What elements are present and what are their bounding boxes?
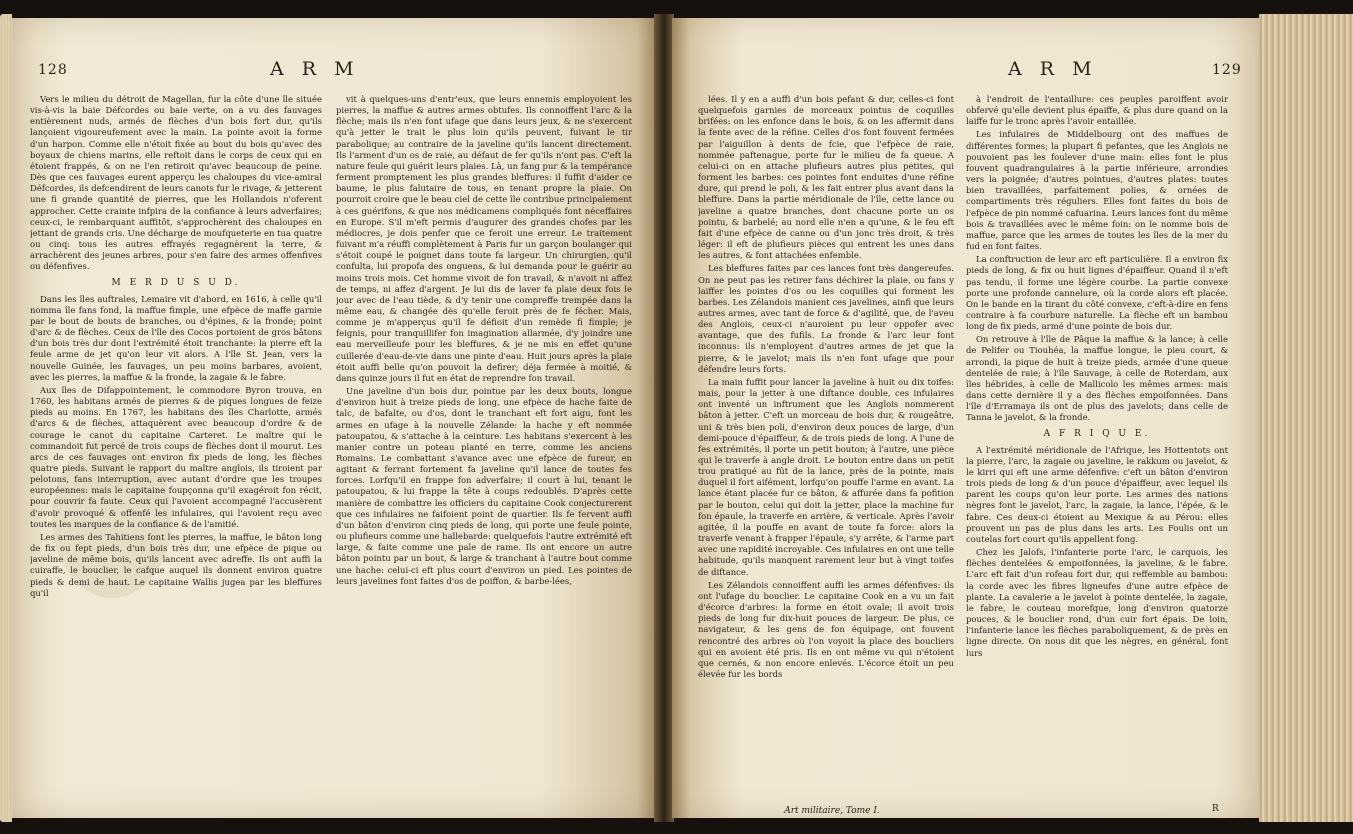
paragraph: Chez les Jalofs, l'infanterie porte l'arc, le carquois, les flèches dentelées & empoifonnées, la javeline, & le fabre. L'arc eft fait d'un rofeau fort dur, qui reffemble au bambou: la corde avec les fibres ligneufes d'une autre efpèce de plante. La cavalerie a le javelot à pointe dentelée, la zagaie, le fabre, le couteau morefque, long d'environ quatorze pouces, & le bouclier rond, d'un cuir fort épais. De loin, l'infanterie lance les flèches paraboliquement, & de près en ligne directe. On nous dit que les nègres, en général, font lurs [966, 547, 1228, 658]
right-page-edges [1259, 14, 1353, 822]
paragraph: Les Zélandois connoiffent auffi les armes défenfives: ils ont l'ufage du bouclier. Le capitaine Cook en a vu un fait d'écorce d'arbres: la forme en étoit ovale; il avoit trois pieds de long fur dix-huit pouces de largeur. De plus, ce navigateur, & les gens de fon équipage, ont fouvent rencontré des arbres où l'on voyoit la place des boucliers qui en avoient été pris. Ils en ont même vu qui n'étoient que cernés, & non encore enlevés. L'écorce étoit un peu élevée fur les bords [698, 579, 954, 679]
right-page [672, 18, 1259, 818]
paragraph: Une javeline d'un bois dur, pointue par les deux bouts, longue d'environ huit à treize pieds de long, une efpèce de hache faite de talc, de bafalte, ou d'os, dont le tranchant eft fort aigu, font les armes en ufage à la nouvelle Zélande: la hache y eft nommée patoupatou, & s'attache à la ceinture. Les habitans s'exercent à les manier contre un poteau planté en terre, comme les anciens Romains. Le combattant s'avance avec une efpèce de fureur, en agitant & ferrant fortement fa javeline qu'il lance de toutes fes forces. Lorfqu'il en frappe fon adverfaire; il court à lui, tenant le patoupatou, & lui frappe la tête à coups redoublés. D'après cette manière de combattre les officiers du capitaine Cook conjecturerent que ces infulaires ne faifoient point de quartier. Ils fe fervent auffi d'un bâton d'environ cinq pieds de long, qui porte une feule pointe, ou plufieurs comme une hallebarde: quelquefois l'autre extrémité eft large, & faite comme une pale de rame. Ils ont encore un autre bâton pointu par un bout, & large & tranchant à l'autre bout comme une hache: celui-ci eft plus court d'environ un pied. Les pointes de leurs javelines font faites d'os de poiffon, & barbe-lées, [336, 386, 632, 586]
left-page-column-1 [30, 94, 322, 810]
paragraph: Dans les îles auftrales, Lemaire vit d'abord, en 1616, à celle qu'il nomma île fans fond, la maffue fimple, une efpèce de maffe garnie par le bout de bouts de branches, ou d'épines, & la fronde; point d'arc & de flèches. Ceux de l'île des Cocos portoient de gros bâtons d'un bois très dur dont l'extrémité étoit tranchante: la pierre eft la feule arme de jet qu'on leur vit alors. A l'île St. Jean, vers la nouvelle Guinée, les fauvages, un peu moins barbares, avoient, avec les pierres, la maffue & la fronde, la zagaie & le fabre. [30, 293, 322, 382]
section-heading: A F R I Q U E. [1043, 428, 1151, 439]
paragraph: Les bleffures faites par ces lances font très dangereufes. On ne peut pas les retirer fans déchirer la plaie, ou fans y laiffer les pointes d'os ou les coquilles qui forment les barbes. Les Zélandois manient ces javelines, ainfi que leurs autres armes, avec tant de force & d'agilité, que, de l'aveu des Anglois, ceux-ci n'auroient pu leur oppofer avec avantage, que des fufils. La fronde & l'arc leur font inconnus: ils n'employent d'autres armes de jet que la pierre, & le javelot; mais ils n'en font ufage que pour défendre leurs forts. [698, 263, 954, 374]
running-header: A R M [1008, 58, 1098, 80]
paragraph: On retrouve à l'île de Pâque la maffue & la lance; à celle de Pelifer ou Tiouhéa, la maffue longue, le pieu court, & arrondi, la pique de huit à treize pieds, armée d'une queue dentelée de raie; à l'île Sauvage, à celle de Roterdam, aux îles hébrides, à celle de Mallicolo les mêmes armes: mais dans cette dernière il y a des flèches empoifonnées. Dans l'île d'Erramaya ils ont de plus des javelots; dans celle de Tanna le javelot, & la fronde. [966, 334, 1228, 423]
page-number: 129 [1212, 62, 1242, 78]
paragraph: lées. Il y en a auffi d'un bois pefant & dur, celles-ci font quelquefois garnies de morceaux pointus de coquilles brifées: on les enfonce dans le bois, & on les affermit dans la fente avec de la réfine. Celles d'os font fouvent fermées par l'aiguillon à dents de fcie, que l'efpèce de raie, nommée paftenague, porte fur le milieu de fa queue. A celui-ci on en attache plufieurs autres plus petites, qui forment les barbes: ces pointes font enduites d'une réfine dure, qui prend le poli, & les fait entrer plus avant dans la bleffure. Dans la partie méridionale de l'île, cette lance ou javeline a quatre branches, dont chacune porte un os pointu, & barbelé; au nord elle n'en a qu'une, & le feu eft fait d'une efpèce de canne ou d'un jonc très droit, & très léger: il eft de plufieurs pièces qui entrent les unes dans les autres, & font attachées enfemble. [698, 94, 954, 261]
paragraph: A l'extrémité méridionale de l'Afrique, les Hottentots ont la pierre, l'arc, la zagaie ou javeline, le rakkum ou javelot, & le kirri qui eft une arme défenfive: c'eft un bâton d'environ trois pieds de long & d'un pouce d'épaiffeur, avec lequel ils parent les coups qu'on leur porte. Les armes des nations nègres font le javelot, l'arc, la zagaie, la lance, l'épée, & le fabre. Ces deux-ci étoient au Mexique & au Pérou: elles prouvent un pas de plus dans les arts. Les Foulis ont un coutelas fort court qu'ils appellent fong. [966, 444, 1228, 544]
right-page-column-2 [966, 94, 1228, 802]
section-heading: M E R D U S U D. [111, 277, 241, 288]
paragraph: La conftruction de leur arc eft particulière. Il a environ fix pieds de long, & fix ou huit lignes d'épaiffeur. Quand il n'eft pas tendu, il forme une légère courbe. La partie convexe porte une profonde cannelure, où la corde alors eft placée. On le bande en la tirant du côté convexe, c'eft-à-dire en fens contraire à fa courbure naturelle. La flèche eft un bambou long de fix pieds, armé d'une pointe de bois dur. [966, 254, 1228, 332]
book-gutter [654, 14, 674, 822]
left-page [12, 18, 656, 818]
running-header: A R M [270, 58, 360, 80]
paragraph: La main fuffit pour lancer la javeline à huit ou dix toifes: mais, pour la jetter à une diftance double, ces infulaires ont inventé un inftrument que les Anglois nommerent bâton à jetter. C'eft un morceau de bois dur, & rougeâtre, uni & très bien poli, d'environ deux pouces de large, d'un demi-pouce d'épaiffeur, & de trois pieds de long. A l'une de fes extrémités, il porte un petit bouton; à l'autre, une pièce qui le traverfe à angle droit. Le bouton entre dans un petit trou pratiqué au fût de la lance, près de la pointe, mais duquel il fort aifément, lorfqu'on pouffe l'arme en avant. La lance étant placée fur ce bâton, & affurée dans fa pofition par le bouton, celui qui doit la jetter, place la machine fur fon épaule, la traverfe en arrière, & verticale. Après l'avoir agitée, il la pouffe en avant de toute fa force: alors la traverfe venant à frapper l'épaule, s'y arrête, & l'arme part avec une rapidité incroyable. Ces infulaires en ont une telle habitude, qu'ils manquent rarement leur but à vingt toifes de diftance. [698, 376, 954, 577]
left-page-column-2 [336, 94, 632, 810]
paragraph: Les armes des Tahitiens font les pierres, la maffue, le bâton long de fix ou fept pieds, d'un bois très dur, une efpèce de pique ou javeline de même bois, qu'ils lancent avec adreffe. Ils ont auffi la cuiraffe, le bouclier, le cafque auquel ils donnent environ quatre pieds & demi de haut. Le capitaine Wallis jugea par les bleffures qu'il [30, 531, 322, 598]
paragraph: vit à quelques-uns d'entr'eux, que leurs ennemis employoient les pierres, la maffue & autres armes obtufes. Ils connoiffent l'arc & la flèche; mais ils n'en font ufage que dans leurs jeux, & ne s'exercent qu'à jetter le trait le plus loin qu'ils peuvent, fuivant le tir parabolique; au contraire de la javeline qu'ils lancent directement. Ils l'arment d'un os de raie, au défaut de fer qu'ils n'ont pas. C'eft la nature feule qui guérit leurs plaies. Là, un fang pur & la tempérance ferment promptement les plus grandes bleffures: il fuffit d'aider ce baume, le plus falutaire de tous, en tenant propre la plaie. On pourroit croire que le beau ciel de cette île contribue principalement à ces guérifons, & que nos médicamens compliqués font néceffaires en Europe. S'il m'eft permis d'augurer des grandes chofes par les médiocres, je dois penfer que ce feroit une erreur. Le traitement fuivant m'a réuffi complètement à Paris fur un garçon boulanger qui s'étoit coupé le poignet dans toute fa largeur. Un chirurgien, qu'il confulta, lui propofa des onguens, & lui demanda pour le guérir au moins trois mois. Cet homme vivoit de fon travail, & n'avoit ni affez de temps, ni affez d'argent. Je lui dis de laver fa plaie deux fois le jour avec de l'eau tiède, & d'y tenir une compreffe trempée dans la même eau, & changée dès qu'elle feroit près de fe fécher. Mais, comme je m'apperçus qu'il fe défioit d'un remède fi fimple; je feignis, pour tranquillifer fon imagination allarmée, d'y joindre une eau merveilleufe pour les bleffures, & je ne mis en effet qu'une cuillerée d'eau-de-vie dans une pinte d'eau. Huit jours après la plaie étoit auffi belle qu'on pouvoit la defirer; déja fermée à moitié, & dans quinze jours il fut en état de reprendre fon travail. [336, 94, 632, 383]
paragraph: Aux îles de Difappointement, le commodore Byron trouva, en 1760, les habitans armés de pierres & de piques longues de feize pieds au moins. En 1767, les habitans des îles Charlotte, armés d'arcs & de flèches, attaquèrent avec beaucoup d'ordre & de courage le canot du capitaine Carteret. Le maître qui le commandoit fut percé de trois coups de flèches dont il mourut. Les arcs de ces fauvages ont environ fix pieds de long, les flèches quatre pieds. Suivant le rapport du maître anglois, ils tiroient par pelotons, fans interruption, avec autant d'ordre que les troupes européennes: mais le capitaine foupçonna qu'il exagéroit fon récit, pour couvrir fa faute. Ceux qui l'avoient accompagné l'accusèrent d'avoir provoqué & offenfé les infulaires, qui l'avoient reçu avec toutes les marques de la confiance & de l'amitié. [30, 384, 322, 529]
right-page-column-1 [698, 94, 954, 802]
paragraph: Vers le milieu du détroit de Magellan, fur la côte d'une île située vis-à-vis la baie Défcordes ou baie verte, on a vu des fauvages entièrement nuds, armés de flèches d'un bois fort dur, qu'ils lançoient vigoureufement avec la main. La pointe avoit la forme d'un harpon. Comme elle n'étoit fixée au bout du bois qu'avec des boyaux de chiens marins, elle reftoit dans le corps de ceux qui en étoient frappés, & on ne l'en retiroit qu'avec beaucoup de peine. Dès que ces fauvages eurent apperçu les chaloupes du vice-amiral Défcordes, ils defcendirent de leurs canots fur le rivage, & jetterent une fi grande quantité de pierres, que les Hollandois n'oferent approcher. Cette crainte infpira de la confiance à leurs adverfaires; ceux-ci, le rembarquant auffitôt, s'approchèrent des chaloupes en jettant de grands cris. Une décharge de moufqueterie en tua quatre ou cinq: tous les autres effrayés regagnèrent la terre, & arrachèrent des jeunes arbres, pour s'en faire des armes offenfives ou défenfives. [30, 94, 322, 272]
left-page-edges [0, 14, 12, 822]
signature-mark: R [1212, 804, 1219, 814]
page-number: 128 [38, 62, 68, 78]
footer-title: Art militaire, Tome I. [784, 806, 880, 816]
paragraph: Les infulaires de Middelbourg ont des maffues de différentes formes; la plupart fi pefantes, que les Anglois ne pouvoient pas les foulever d'une main: elles font le plus fouvent quadrangulaires à la partie inférieure, arrondies vers la poignée; d'autres pointues, d'autres plates: toutes bien travaillées, parfaitement polies, & ornées de compartiments très réguliers. Elles font faites du bois de l'efpèce de pin nommé cafuarina. Leurs lances font du même bois & travaillées avec le même foin: on le nomme bois de maffue, parce que les armes de toutes les îles de la mer du fud en font faites. [966, 129, 1228, 252]
paragraph: à l'endroit de l'entaillure: ces peuples paroiffent avoir obfervé qu'elle devient plus épaiffe, & plus dure quand on la laiffe fur le tronc après l'avoir entaillée. [966, 94, 1228, 127]
